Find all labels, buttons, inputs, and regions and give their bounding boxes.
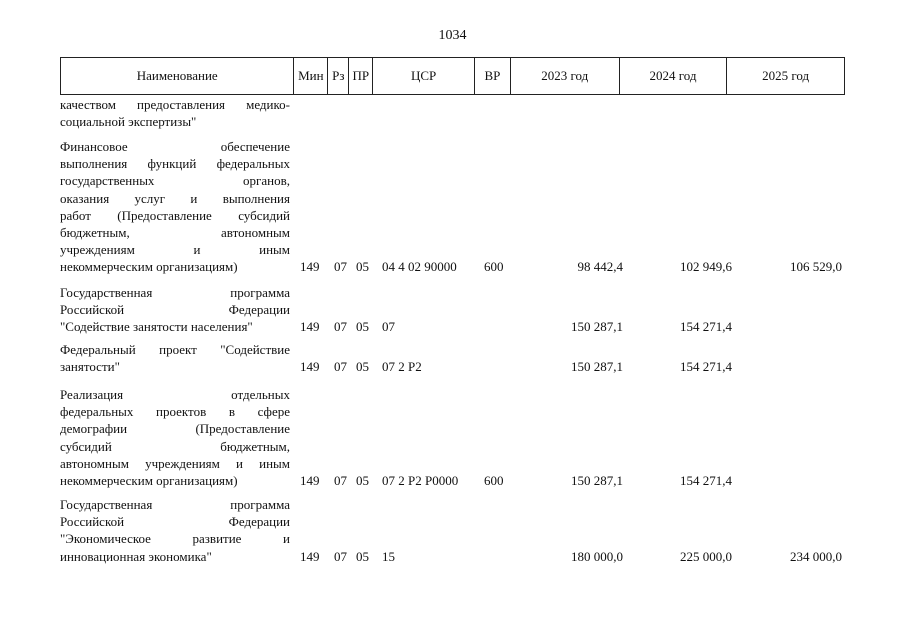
- row-name-line: учреждениям и иным: [60, 242, 290, 258]
- row-name: [60, 386, 290, 489]
- table-row: [60, 284, 845, 336]
- row-name-line: автономным учреждениям и иным: [60, 455, 290, 471]
- row-name-line: Федеральный проект "Содействие: [60, 342, 290, 357]
- row-name-line: качеством предоставления медико-: [60, 97, 290, 112]
- cell-rz: 07: [334, 472, 347, 488]
- row-name-line: "Содействие занятости населения": [60, 319, 253, 335]
- cell-pr: 05: [356, 472, 369, 488]
- row-name-line: инновационная экономика": [60, 548, 212, 564]
- row-name-line: "Экономическое развитие и: [60, 531, 290, 547]
- row-name: [60, 96, 290, 130]
- row-name-line: работ (Предоставление субсидий: [60, 207, 290, 223]
- cell-csr: 07 2 Р2 Р0000: [382, 472, 459, 488]
- row-name-line: Государственная программа: [60, 497, 290, 512]
- cell-rz: 07: [334, 319, 347, 335]
- row-name-line: демографии (Предоставление: [60, 421, 290, 437]
- row-name-line: выполнения функций федеральных: [60, 156, 290, 172]
- cell-min: 149: [300, 359, 320, 375]
- cell-csr: 07: [382, 319, 395, 335]
- header-pr: ПР: [348, 58, 372, 94]
- header-vr: ВР: [474, 58, 510, 94]
- row-name-line: некоммерческим организациям): [60, 473, 238, 489]
- cell-pr: 05: [356, 359, 369, 375]
- table-header: [60, 57, 845, 95]
- cell-v2023: 150 287,1: [571, 319, 623, 335]
- cell-rz: 07: [334, 259, 347, 275]
- table-row: [60, 341, 845, 375]
- cell-v2025: 234 000,0: [790, 548, 842, 564]
- cell-v2024: 102 949,6: [680, 259, 732, 275]
- cell-rz: 07: [334, 548, 347, 564]
- table-row: [60, 386, 845, 489]
- cell-csr: 04 4 02 90000: [382, 259, 457, 275]
- cell-v2023: 150 287,1: [571, 359, 623, 375]
- row-name: [60, 341, 290, 375]
- cell-min: 149: [300, 472, 320, 488]
- header-rz: Рз: [327, 58, 348, 94]
- cell-csr: 07 2 Р2: [382, 359, 422, 375]
- row-name-line: Финансовое обеспечение: [60, 139, 290, 154]
- row-name-line: государственных органов,: [60, 173, 290, 189]
- row-name: [60, 138, 290, 276]
- header-name: Наименование: [136, 68, 218, 83]
- cell-pr: 05: [356, 319, 369, 335]
- cell-v2024: 154 271,4: [680, 319, 732, 335]
- cell-v2024: 225 000,0: [680, 548, 732, 564]
- row-name: [60, 496, 290, 565]
- row-name-line: некоммерческим организациям): [60, 259, 238, 275]
- cell-pr: 05: [356, 548, 369, 564]
- cell-min: 149: [300, 259, 320, 275]
- cell-v2024: 154 271,4: [680, 472, 732, 488]
- row-name-line: федеральных проектов в сфере: [60, 404, 290, 420]
- cell-v2023: 98 442,4: [577, 259, 623, 275]
- cell-v2024: 154 271,4: [680, 359, 732, 375]
- row-name-line: социальной экспертизы": [60, 114, 197, 130]
- header-2024: 2024 год: [619, 58, 727, 94]
- cell-csr: 15: [382, 548, 395, 564]
- row-name-line: Реализация отдельных: [60, 387, 290, 402]
- row-name-line: Российской Федерации: [60, 514, 290, 530]
- cell-pr: 05: [356, 259, 369, 275]
- table-row: [60, 138, 845, 276]
- header-min: Мин: [293, 58, 327, 94]
- row-name-line: бюджетным, автономным: [60, 225, 290, 241]
- cell-min: 149: [300, 319, 320, 335]
- cell-vr: 600: [484, 259, 504, 275]
- cell-v2025: 106 529,0: [790, 259, 842, 275]
- cell-v2023: 150 287,1: [571, 472, 623, 488]
- row-name-line: Российской Федерации: [60, 302, 290, 318]
- cell-vr: 600: [484, 472, 504, 488]
- row-name-line: занятости": [60, 359, 120, 375]
- header-csr: ЦСР: [372, 58, 474, 94]
- table-row: [60, 96, 845, 130]
- header-2025: 2025 год: [726, 58, 844, 94]
- cell-rz: 07: [334, 359, 347, 375]
- page-number: 1034: [438, 28, 467, 43]
- row-name-line: оказания услуг и выполнения: [60, 190, 290, 206]
- row-name-line: субсидий бюджетным,: [60, 438, 290, 454]
- row-name-line: Государственная программа: [60, 285, 290, 300]
- cell-min: 149: [300, 548, 320, 564]
- header-2023: 2023 год: [510, 58, 619, 94]
- table-row: [60, 496, 845, 565]
- cell-v2023: 180 000,0: [571, 548, 623, 564]
- row-name: [60, 284, 290, 336]
